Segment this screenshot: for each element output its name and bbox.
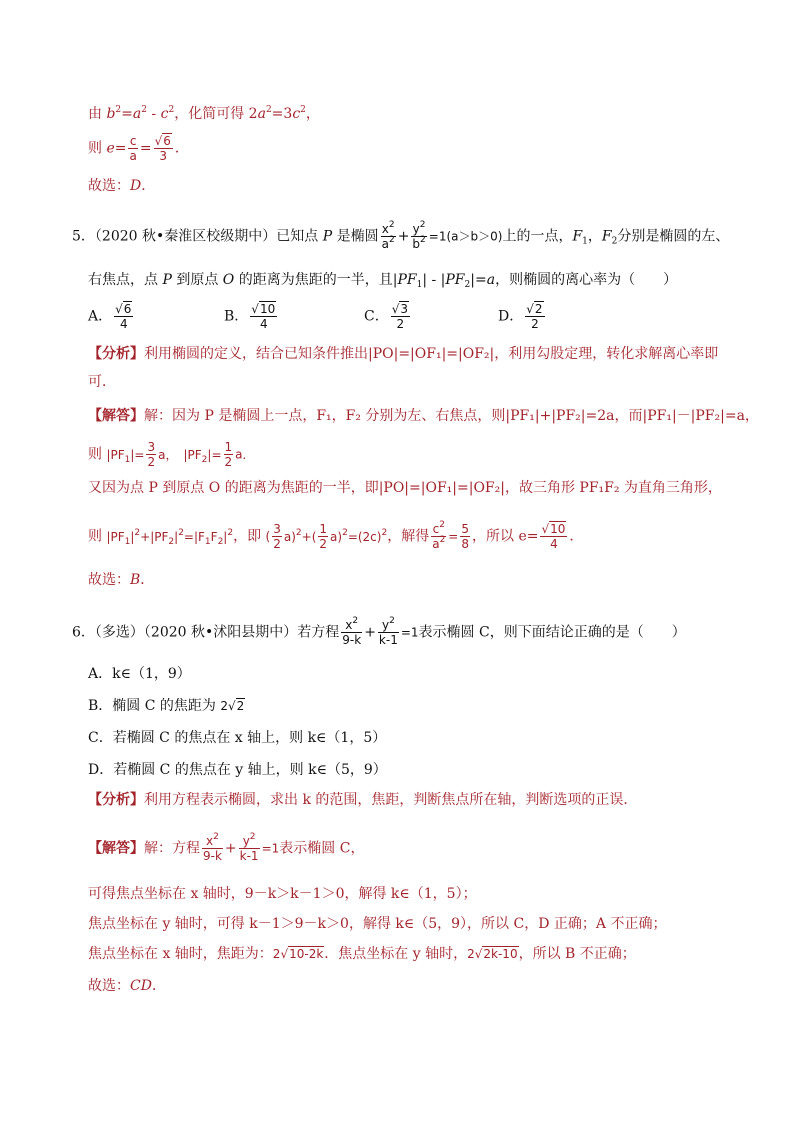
text: 的距离为焦距的一半，且| bbox=[234, 272, 398, 288]
question-number: 6． bbox=[72, 624, 95, 641]
q5-option-c: C． $\frac{√3}{2}$ bbox=[364, 302, 409, 331]
text: 故选： bbox=[88, 178, 130, 194]
q5-option-b: B． $\frac{√10}{4}$ bbox=[224, 302, 276, 331]
text: ，即 bbox=[233, 528, 266, 545]
q5-solution-line2: 则 $|PF_1|=$ $\frac{3}{2}$ a， $|PF_2|=$ $\frac{1}{2}$ a． bbox=[88, 440, 255, 469]
p4-line2: 则 e= $\frac{c}{a}$ = $\frac{√6}{3}$ ． bbox=[88, 134, 189, 163]
text: 分别是椭圆的左、 bbox=[617, 228, 730, 245]
option-label: D． bbox=[498, 308, 524, 325]
q5-solution-line1 bbox=[88, 406, 759, 426]
q6-option-c bbox=[88, 728, 386, 748]
text: 可得焦点坐标在 x 轴时，9－k＞k－1＞0，解得 k∈（1，5）； bbox=[88, 886, 477, 902]
text: ，解得 bbox=[387, 528, 430, 545]
answer: D bbox=[130, 178, 142, 194]
q6-stem: 6．（多选）（2020 秋•沭阳县期中）若方程 $\frac{x^2}{9-k}$ + $\frac{y^2}{k-1}$ =1表示椭圆 C，则下面结论正确的是（ ） bbox=[72, 616, 686, 647]
text: ，则椭圆的离心率为（ ） bbox=[495, 272, 678, 288]
q5-end: 故选：B． bbox=[88, 572, 155, 588]
p4-line1: 由 $b^2=a^2 - c^2$，化简可得 $2a^2=3c^2$， bbox=[88, 105, 320, 122]
q5-analysis-line1 bbox=[88, 344, 718, 364]
text: ，所以 e= bbox=[472, 528, 539, 545]
q5-option-a: A． $\frac{√6}{4}$ bbox=[88, 302, 132, 331]
q6-option-b: B．椭圆 C 的焦距为 2√2 bbox=[88, 698, 245, 714]
text: （2020 秋•秦淮区校级期中）已知点 bbox=[94, 228, 323, 245]
q5-solution-line4: 则 $|PF_1|^2+|PF_2|^2=|F_1F_2|^2$，即 ( $\frac{3}{2}$ a)$^2$+( $\frac{1}{2}$ $a)^2=(2c)^2$，解得 $\frac{c^2}{a^2}$ = $\frac{5}{8}$ ，所以 e= $\frac{√10}{4}$ ． bbox=[88, 520, 584, 551]
q5-option-d: D． $\frac{√2}{2}$ bbox=[498, 302, 543, 331]
p4-line3: 故选：D． bbox=[88, 178, 156, 194]
text: 可． bbox=[88, 374, 116, 390]
text: 焦点坐标在 y 轴时，可得 k－1＞9－k＞0，解得 k∈（5，9），所以 C，D 正确；A 不正确； bbox=[88, 916, 667, 932]
text: C．若椭圆 C 的焦点在 x 轴上，则 k∈（1，5） bbox=[88, 730, 387, 746]
text: 右焦点，点 bbox=[88, 272, 163, 288]
text: 到原点 bbox=[171, 272, 223, 288]
q6-solution-line3 bbox=[88, 914, 666, 934]
q6-option-d bbox=[88, 760, 387, 780]
option-label: B． bbox=[224, 308, 249, 325]
q5-stem-line2: 右焦点，点 P 到原点 O 的距离为焦距的一半，且$|PF_1| - |PF_2|=a$，则椭圆的离心率为（ ） bbox=[88, 272, 678, 290]
text: 解：因为 P 是椭圆上一点，F₁，F₂ 分别为左、右焦点，则|PF₁|+|PF₂|=2a，而|PF₁|－|PF₂|=a， bbox=[144, 408, 759, 424]
text: （多选）（2020 秋•沭阳县期中）若方程 bbox=[94, 624, 340, 641]
text: ．焦点坐标在 y 轴时， bbox=[324, 946, 468, 962]
text: 上的一点， bbox=[502, 228, 573, 245]
text: ，所以 B 不正确； bbox=[518, 946, 636, 962]
q6-analysis bbox=[88, 790, 637, 810]
text: 则 bbox=[88, 140, 107, 157]
analysis-tag: 【分析】 bbox=[88, 792, 144, 808]
text: D．若椭圆 C 的焦点在 y 轴上，则 k∈（5，9） bbox=[88, 762, 387, 778]
q5-stem-line1: 5．（2020 秋•秦淮区校级期中）已知点 P 是椭圆 $\frac{x^2}{a^2}$ + $\frac{y^2}{b^2}$ =1(a＞b＞0)上的一点，$F_1$，$F_2$分别是椭圆的左、 bbox=[72, 220, 730, 251]
text: 则 bbox=[88, 528, 107, 545]
q6-solution-line2 bbox=[88, 884, 477, 904]
solution-tag: 【解答】 bbox=[88, 408, 144, 424]
text: 是椭圆 bbox=[332, 228, 379, 245]
text: A．k∈（1，9） bbox=[88, 666, 191, 682]
text: ，化简可得 bbox=[174, 106, 249, 122]
text: 解：方程 bbox=[144, 840, 200, 857]
q6-solution-line1: 【解答】解：方程 $\frac{x^2}{9-k}$ + $\frac{y^2}{k-1}$ =1表示椭圆 C， bbox=[88, 832, 365, 863]
text: 又因为点 P 到原点 O 的距离为焦距的一半，即|PO|=|OF₁|=|OF₂|，故三角形 PF₁F₂ 为直角三角形， bbox=[88, 480, 722, 496]
text: 利用椭圆的定义，结合已知条件推出|PO|=|OF₁|=|OF₂|，利用勾股定理，转化求解离心率即 bbox=[144, 346, 719, 362]
text: 表示椭圆 C， bbox=[279, 840, 365, 857]
q6-solution-line4: 焦点坐标在 x 轴时，焦距为：2√10-2k．焦点坐标在 y 轴时，2√2k-10，所以 B 不正确； bbox=[88, 946, 636, 962]
q5-solution-line3 bbox=[88, 478, 722, 498]
text: 由 bbox=[88, 106, 107, 122]
q6-end: 故选：CD． bbox=[88, 978, 166, 994]
text: 则 bbox=[88, 446, 107, 463]
option-label: A． bbox=[88, 308, 113, 325]
analysis-tag: 【分析】 bbox=[88, 346, 144, 362]
answer: CD bbox=[130, 978, 152, 994]
text: 利用方程表示椭圆，求出 k 的范围，焦距，判断焦点所在轴，判断选项的正误． bbox=[144, 792, 638, 808]
option-label: C． bbox=[364, 308, 389, 325]
q6-option-a bbox=[88, 664, 191, 684]
text: B．椭圆 C 的焦距为 bbox=[88, 698, 221, 714]
solution-tag: 【解答】 bbox=[88, 840, 144, 857]
question-number: 5． bbox=[72, 228, 95, 245]
text: 焦点坐标在 x 轴时，焦距为： bbox=[88, 946, 273, 962]
answer: B bbox=[130, 572, 141, 588]
text: 故选： bbox=[88, 978, 130, 994]
text: 表示椭圆 C，则下面结论正确的是（ ） bbox=[418, 624, 686, 641]
q5-analysis-line2 bbox=[88, 372, 116, 392]
text: 故选： bbox=[88, 572, 130, 588]
